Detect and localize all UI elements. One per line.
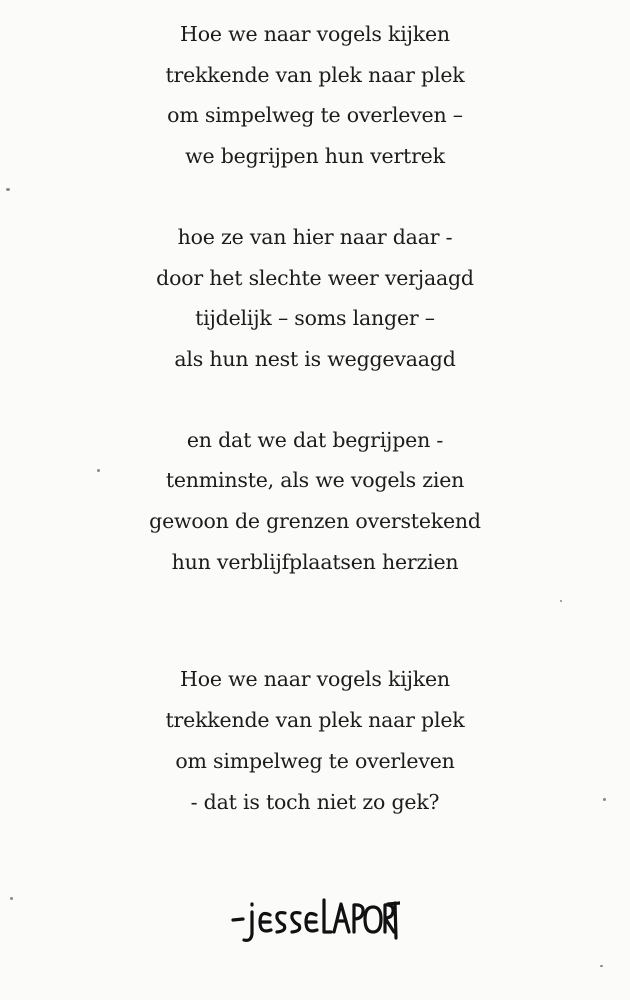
poem-line: hoe ze van hier naar daar -: [177, 224, 453, 249]
paper-speck: [97, 469, 100, 472]
poem-line: om simpelweg te overleven: [175, 748, 455, 773]
poem-line: en dat we dat begrijpen -: [186, 427, 444, 452]
paper-speck: [600, 965, 603, 967]
stanza-1: [0, 14, 630, 177]
poem: [0, 14, 630, 822]
poem-line: hun verblijfplaatsen herzien: [171, 549, 459, 574]
signature-logo: [230, 890, 400, 950]
poem-line: tenminste, als we vogels zien: [165, 468, 465, 493]
poem-line: - dat is toch niet zo gek?: [190, 789, 440, 814]
paper-speck: [603, 798, 606, 801]
poem-line: door het slechte weer verjaagd: [156, 265, 474, 290]
poem-line: we begrijpen hun vertrek: [185, 144, 445, 169]
poem-line: om simpelweg te overleven –: [167, 103, 463, 128]
poem-line: trekkende van plek naar plek: [165, 708, 465, 733]
poem-line: Hoe we naar vogels kijken: [180, 667, 450, 692]
poem-line: trekkende van plek naar plek: [165, 62, 465, 87]
stanza-3: [0, 420, 630, 583]
author-signature: [230, 890, 400, 950]
stanza-4: [0, 659, 630, 822]
paper-speck: [560, 600, 562, 602]
paper-speck: [6, 188, 10, 191]
poem-line: als hun nest is weggevaagd: [174, 346, 456, 371]
stanza-2: [0, 217, 630, 380]
poem-line: tijdelijk – soms langer –: [195, 306, 435, 331]
poem-line: gewoon de grenzen overstekend: [149, 509, 481, 534]
poem-line: Hoe we naar vogels kijken: [180, 22, 450, 46]
paper-speck: [10, 897, 13, 900]
